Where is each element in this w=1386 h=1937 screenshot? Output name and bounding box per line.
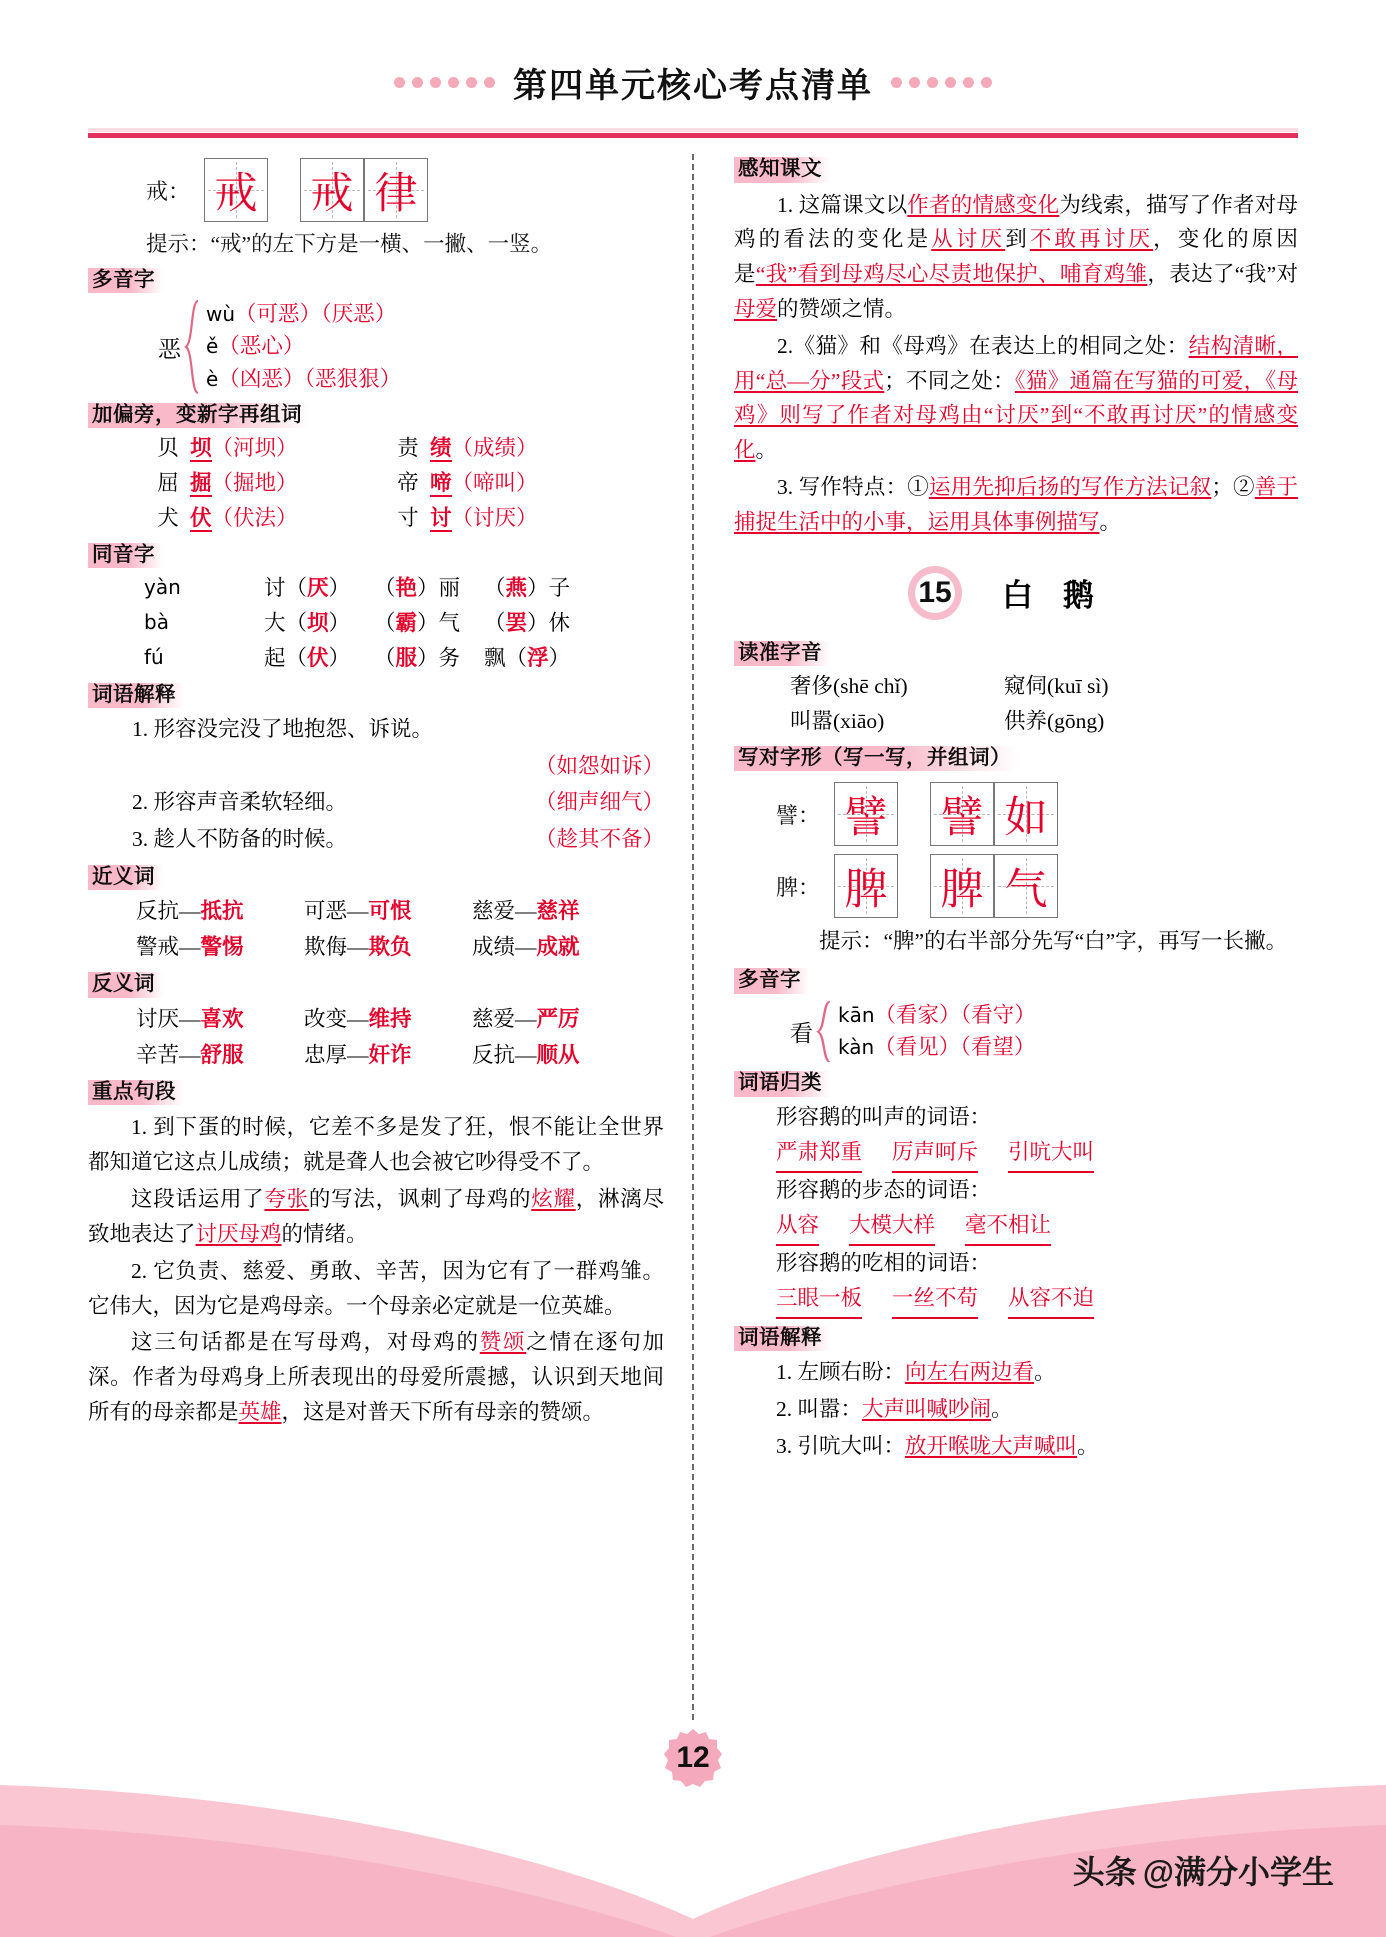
word-group-label: 形容鹅的吃相的词语： [776, 1250, 992, 1275]
write-practice-label: 戒： [146, 178, 191, 204]
comprehension-item-1: 1. 这篇课文以作者的情感变化为线索，描写了作者对母鸡的看法的变化是从讨厌到不敢再讨厌，变化的原因是“我”看到母鸡尽心尽责地保护、哺育鸡雏，表达了“我”对母爱的赞颂之情。 [734, 192, 1298, 321]
section-heading-pronunciation: 读准字音 [734, 641, 830, 667]
section-heading-comprehension: 感知课文 [734, 157, 830, 183]
antonym-row: 讨厌—喜欢 改变—维持 慈爱—严厉 [136, 1006, 580, 1031]
char-cell: 气 [994, 854, 1058, 918]
key-passage-analysis-1: 这段话运用了夸张的写法，讽刺了母鸡的炫耀，淋漓尽致地表达了讨厌母鸡的情绪。 [88, 1187, 664, 1246]
char-cell: 譬 [930, 782, 994, 846]
write-practice-row [146, 158, 664, 222]
synonym-list [88, 893, 664, 965]
content-columns [88, 150, 1298, 1720]
polyphonic-reading: wù（可恶）（厌恶） [206, 302, 397, 327]
section-heading-key-passages: 重点句段 [88, 1080, 184, 1106]
word-group-label: 形容鹅的步态的词语： [776, 1177, 992, 1202]
section-heading-antonyms: 反义词 [88, 972, 163, 998]
word-meaning-item: 3. 引吭大叫：放开喉咙大声喊叫。 [776, 1433, 1099, 1458]
column-divider [678, 150, 708, 1720]
comprehension-item-3: 3. 写作特点：①运用先抑后扬的写作方法记叙；②善于捕捉生活中的小事，运用具体事例描写。 [734, 475, 1298, 534]
lesson-number-badge: 15 [908, 566, 962, 620]
homophone-row: yàn 讨（厌） （艳）丽 （燕）子 [144, 575, 571, 601]
homophone-row: bà 大（坝） （霸）气 （罢）休 [144, 610, 571, 636]
word-meaning-list-right [734, 1354, 1298, 1465]
section-heading-write-shape: 写对字形（写一写，并组词） [734, 746, 1019, 772]
brace-bracket [184, 300, 200, 394]
section-heading-synonyms: 近义词 [88, 865, 163, 891]
word-group-list [734, 1100, 1298, 1319]
antonym-list [88, 1001, 664, 1073]
homophone-row: fú 起（伏） （服）务 飘（浮） [144, 645, 571, 671]
char-grid-group-1 [834, 782, 898, 846]
section-heading-word-groups: 词语归类 [734, 1071, 830, 1097]
polyphonic-char: 看 [790, 1021, 813, 1046]
char-grid-group-1 [204, 158, 268, 222]
section-heading-add-radical: 加偏旁，变新字再组词 [88, 403, 310, 429]
add-radical-list [146, 431, 664, 535]
char-cell: 如 [994, 782, 1058, 846]
write-shape-row [776, 782, 1298, 846]
word-group-items: 从容 大模大样 毫不相让 [776, 1207, 1298, 1246]
char-grid-group-1 [834, 854, 898, 918]
header-dots-left [394, 77, 495, 88]
char-cell: 戒 [204, 158, 268, 222]
char-cell: 戒 [300, 158, 364, 222]
word-meaning-list [88, 711, 664, 857]
section-heading-word-meanings-right: 词语解释 [734, 1326, 830, 1352]
comprehension-item-2: 2.《猫》和《母鸡》在表达上的相同之处：结构清晰，用“总—分”段式；不同之处：《猫》通篇在写猫的可爱，《母鸡》则写了作者对母鸡由“讨厌”到“不敢再讨厌”的情感变化。 [734, 333, 1298, 463]
polyphonic-reading: ě（恶心） [206, 334, 305, 359]
write-shape-tip: 提示：“脾”的右半部分先写“白”字，再写一长撇。 [819, 929, 1288, 954]
watermark [1073, 1847, 1334, 1893]
word-group-items: 三眼一板 一丝不苟 从容不迫 [776, 1280, 1298, 1319]
char-grid-group-2 [930, 782, 1058, 846]
char-grid-group-2 [930, 854, 1058, 918]
word-meaning-item: 2. 形容声音柔软轻细。 （细声细气） [132, 790, 664, 815]
write-shape-row [776, 854, 1298, 918]
antonym-row: 辛苦—舒服 忠厚—奸诈 反抗—顺从 [136, 1042, 580, 1067]
word-meaning-item: 1. 形容没完没了地抱怨、诉说。 [132, 717, 434, 742]
page-title: 第四单元核心考点清单 [513, 68, 873, 105]
char-cell: 譬 [834, 782, 898, 846]
lesson-name: 白鹅 [1002, 578, 1124, 614]
section-heading-polyphonic: 多音字 [88, 268, 163, 294]
lesson-title [734, 566, 1298, 620]
word-meaning-answer: （如怨如诉） [534, 753, 664, 778]
char-grid-group-2 [300, 158, 428, 222]
add-radical-row: 贝 坝（河坝） 责 绩（成绩） [157, 436, 538, 461]
brace-bracket [816, 1001, 832, 1062]
page-number: 12 [662, 1727, 724, 1789]
word-meaning-item: 2. 叫嚣：大声叫喊吵闹。 [776, 1397, 1013, 1422]
key-passage-1: 1. 到下蛋的时候，它差不多是发了狂，恨不能让全世界都知道它这点儿成绩；就是聋人也会被它吵得受不了。 [88, 1115, 664, 1175]
word-group-items: 严肃郑重 厉声呵斥 引吭大叫 [776, 1134, 1298, 1173]
watermark-handle: @满分小学生 [1142, 1854, 1334, 1890]
word-group-label: 形容鹅的叫声的词语： [776, 1104, 992, 1129]
char-cell: 脾 [930, 854, 994, 918]
key-passage-2: 2. 它负责、慈爱、勇敢、辛苦，因为它有了一群鸡雏。它伟大，因为它是鸡母亲。一个母亲必定就是一位英雄。 [88, 1258, 664, 1318]
watermark-brand: 头条 [1072, 1854, 1137, 1890]
pronunciation-row: 叫嚣(xiāo) 供养(gōng) [790, 709, 1105, 734]
section-heading-word-meanings: 词语解释 [88, 683, 184, 709]
homophone-list [88, 571, 664, 675]
right-column [708, 150, 1298, 1720]
write-shape-label: 譬： [776, 802, 821, 828]
polyphonic-reading: è（凶恶）（恶狠狠） [206, 366, 402, 391]
word-meaning-item: 1. 左顾右盼：向左右两边看。 [776, 1360, 1056, 1385]
header-rule [88, 133, 1298, 138]
polyphonic-reading: kān（看家）（看守） [838, 1002, 1036, 1027]
polyphonic-block-right [790, 1001, 1298, 1062]
header-dots-right [891, 77, 992, 88]
header-rule-soft [88, 128, 1298, 132]
polyphonic-char: 恶 [158, 336, 181, 362]
pronunciation-list [734, 669, 1298, 739]
write-shape-label: 脾： [776, 874, 821, 900]
char-cell: 脾 [834, 854, 898, 918]
synonym-row: 警戒—警惕 欺侮—欺负 成绩—成就 [136, 935, 580, 960]
pronunciation-row: 奢侈(shē chǐ) 窥伺(kuī sì) [790, 674, 1109, 699]
left-column [88, 150, 678, 1720]
page-header [0, 58, 1386, 107]
add-radical-row: 犬 伏（伏法） 寸 讨（讨厌） [157, 506, 538, 531]
section-heading-homophones: 同音字 [88, 543, 163, 569]
key-passage-analysis-2: 这三句话都是在写母鸡，对母鸡的赞颂之情在逐句加深。作者为母鸡身上所表现出的母爱所震撼，认识到天地间所有的母亲都是英雄，这是对普天下所有母亲的赞颂。 [88, 1330, 664, 1425]
synonym-row: 反抗—抵抗 可恶—可恨 慈爱—慈祥 [136, 899, 580, 924]
polyphonic-block [158, 300, 664, 394]
write-practice-tip: 提示：“戒”的左下方是一横、一撇、一竖。 [146, 232, 553, 256]
polyphonic-reading: kàn（看见）（看望） [838, 1035, 1036, 1059]
word-meaning-item: 3. 趁人不防备的时候。 （趁其不备） [132, 826, 664, 851]
add-radical-row: 屈 掘（掘地） 帝 啼（啼叫） [157, 471, 538, 496]
section-heading-polyphonic-right: 多音字 [734, 968, 809, 994]
char-cell: 律 [364, 158, 428, 222]
